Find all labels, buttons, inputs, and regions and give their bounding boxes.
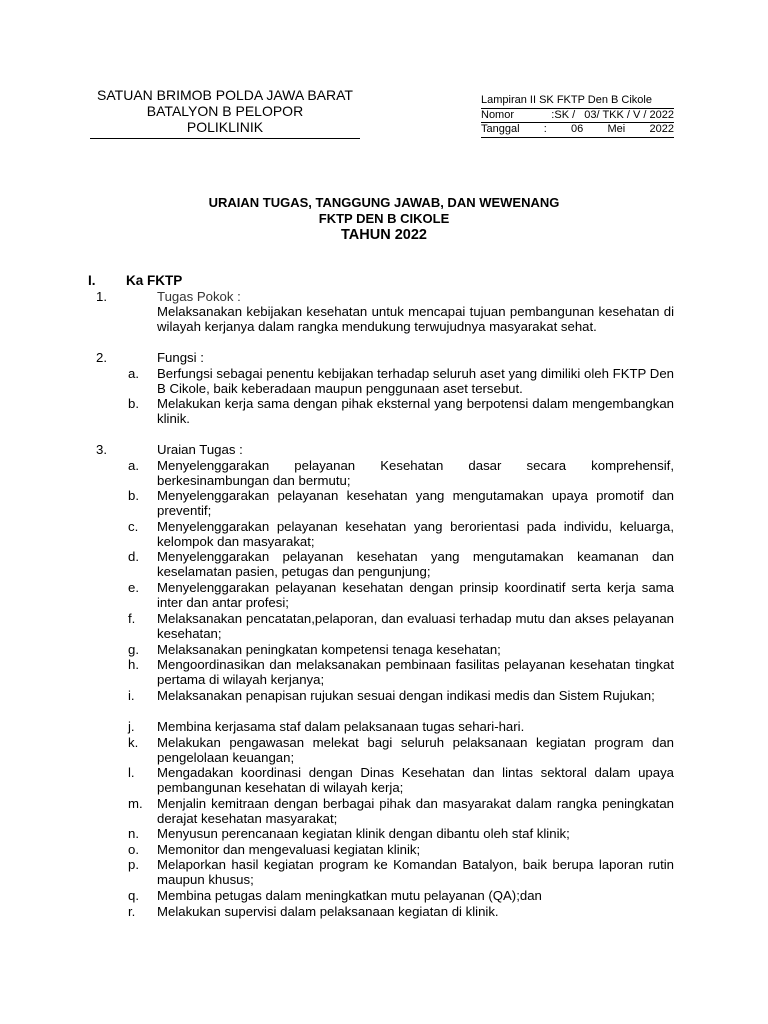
uraian-item-e: Menyelenggarakan pelayanan kesehatan dengan prinsip koordinatif serta kerja sama inter dan antar profesi; bbox=[157, 580, 674, 611]
organization-header bbox=[80, 87, 370, 139]
uraian-item-r: Melakukan supervisi dalam pelaksanaan kegiatan di klinik. bbox=[157, 904, 499, 919]
uraian-item-i: Melaksanakan penapisan rujukan sesuai dengan indikasi medis dan Sistem Rujukan; bbox=[157, 688, 655, 703]
tugas-pokok-label: Tugas Pokok : bbox=[157, 289, 241, 304]
section-number: I. bbox=[88, 273, 96, 288]
uraian-item-p: Melaporkan hasil kegiatan program ke Komandan Batalyon, baik berupa laporan rutin maupun khusus; bbox=[157, 857, 674, 888]
nomor-line bbox=[481, 109, 674, 124]
uraian-letter-i: i. bbox=[128, 688, 135, 703]
tanggal-year: 2022 bbox=[649, 123, 674, 136]
tanggal-line bbox=[481, 123, 674, 138]
fungsi-item-b: Melakukan kerja sama dengan pihak eksternal yang berpotensi dalam mengembangkan klinik. bbox=[157, 396, 674, 427]
fungsi-letter-b: b. bbox=[128, 396, 139, 411]
uraian-letter-g: g. bbox=[128, 642, 139, 657]
attachment-title: Lampiran II SK FKTP Den B Cikole bbox=[481, 94, 652, 106]
uraian-item-f: Melaksanakan pencatatan,pelaporan, dan evaluasi terhadap mutu dan akses pelayanan kesehatan; bbox=[157, 611, 674, 642]
uraian-letter-e: e. bbox=[128, 580, 139, 595]
uraian-letter-q: q. bbox=[128, 888, 139, 903]
nomor-label: Nomor bbox=[481, 108, 515, 121]
uraian-label: Uraian Tugas : bbox=[157, 442, 243, 457]
nomor-value: :SK / 03/ TKK / V / 2022 bbox=[551, 108, 674, 121]
uraian-item-n: Menyusun perencanaan kegiatan klinik dengan dibantu oleh staf klinik; bbox=[157, 826, 570, 841]
uraian-item-q: Membina petugas dalam meningkatkan mutu pelayanan (QA);dan bbox=[157, 888, 542, 903]
item-number-2: 2. bbox=[96, 350, 107, 365]
uraian-item-m: Menjalin kemitraan dengan berbagai pihak dan masyarakat dalam rangka peningkatan derajat kesehatan masyarakat; bbox=[157, 796, 674, 827]
uraian-letter-c: c. bbox=[128, 519, 139, 534]
org-line-2: BATALYON B PELOPOR bbox=[146, 103, 304, 119]
uraian-letter-b: b. bbox=[128, 488, 139, 503]
section-heading bbox=[88, 273, 182, 288]
uraian-letter-h: h. bbox=[128, 657, 139, 672]
uraian-letter-l: l. bbox=[128, 765, 135, 780]
item-number-1: 1. bbox=[96, 289, 107, 304]
attachment-info bbox=[481, 94, 674, 138]
document-title-line-1: URAIAN TUGAS, TANGGUNG JAWAB, DAN WEWENANG bbox=[208, 195, 560, 210]
fungsi-label: Fungsi : bbox=[157, 350, 204, 365]
attachment-title-line bbox=[481, 94, 674, 109]
tanggal-sep: : bbox=[543, 123, 547, 136]
document-title-line-2: FKTP DEN B CIKOLE bbox=[318, 211, 450, 226]
org-line-3: POLIKLINIK bbox=[186, 119, 264, 135]
fungsi-item-a: Berfungsi sebagai penentu kebijakan terhadap seluruh aset yang dimiliki oleh FKTP Den B Cikole, baik keberadaan maupun penggunaan aset tersebut. bbox=[157, 366, 674, 397]
uraian-item-l: Mengadakan koordinasi dengan Dinas Kesehatan dan lintas sektoral dalam upaya pembangunan kesehatan di wilayah kerja; bbox=[157, 765, 674, 796]
uraian-item-g: Melaksanakan peningkatan kompetensi tenaga kesehatan; bbox=[157, 642, 501, 657]
uraian-item-d: Menyelenggarakan pelayanan kesehatan yang mengutamakan keamanan dan keselamatan pasien, petugas dan pengunjung; bbox=[157, 549, 674, 580]
section-title: Ka FKTP bbox=[126, 273, 183, 288]
uraian-letter-n: n. bbox=[128, 826, 139, 841]
item-number-3: 3. bbox=[96, 442, 107, 457]
tanggal-month: Mei bbox=[607, 123, 626, 136]
uraian-item-h: Mengoordinasikan dan melaksanakan pembinaan fasilitas pelayanan kesehatan tingkat pertama di wilayah kerjanya; bbox=[157, 657, 674, 688]
uraian-letter-r: r. bbox=[128, 904, 136, 919]
uraian-item-a: Menyelenggarakan pelayanan Kesehatan dasar secara komprehensif, berkesinambungan dan bermutu; bbox=[157, 458, 674, 489]
org-line-1: SATUAN BRIMOB POLDA JAWA BARAT bbox=[97, 87, 353, 103]
tanggal-day: 06 bbox=[571, 123, 584, 136]
uraian-letter-f: f. bbox=[128, 611, 136, 626]
tanggal-label: Tanggal bbox=[481, 123, 520, 136]
uraian-item-o: Memonitor dan mengevaluasi kegiatan klinik; bbox=[157, 842, 421, 857]
uraian-item-j: Membina kerjasama staf dalam pelaksanaan tugas sehari-hari. bbox=[157, 719, 525, 734]
uraian-letter-j: j. bbox=[128, 719, 135, 734]
document-title-line-3: TAHUN 2022 bbox=[341, 227, 427, 243]
uraian-item-c: Menyelenggarakan pelayanan kesehatan yang berorientasi pada individu, keluarga, kelompok dan masyarakat; bbox=[157, 519, 674, 550]
tugas-pokok-text: Melaksanakan kebijakan kesehatan untuk mencapai tujuan pembangunan kesehatan di wilayah kerjanya dalam rangka mendukung terwujudnya masyarakat sehat. bbox=[157, 304, 674, 335]
uraian-letter-d: d. bbox=[128, 549, 139, 564]
uraian-letter-k: k. bbox=[128, 735, 139, 750]
uraian-letter-m: m. bbox=[128, 796, 143, 811]
uraian-item-k: Melakukan pengawasan melekat bagi seluruh pelaksanaan kegiatan program dan pengelolaan keuangan; bbox=[157, 735, 674, 766]
header-divider bbox=[90, 138, 360, 139]
uraian-letter-p: p. bbox=[128, 857, 139, 872]
fungsi-letter-a: a. bbox=[128, 366, 139, 381]
uraian-item-b: Menyelenggarakan pelayanan kesehatan yang mengutamakan upaya promotif dan preventif; bbox=[157, 488, 674, 519]
uraian-letter-a: a. bbox=[128, 458, 139, 473]
uraian-letter-o: o. bbox=[128, 842, 139, 857]
